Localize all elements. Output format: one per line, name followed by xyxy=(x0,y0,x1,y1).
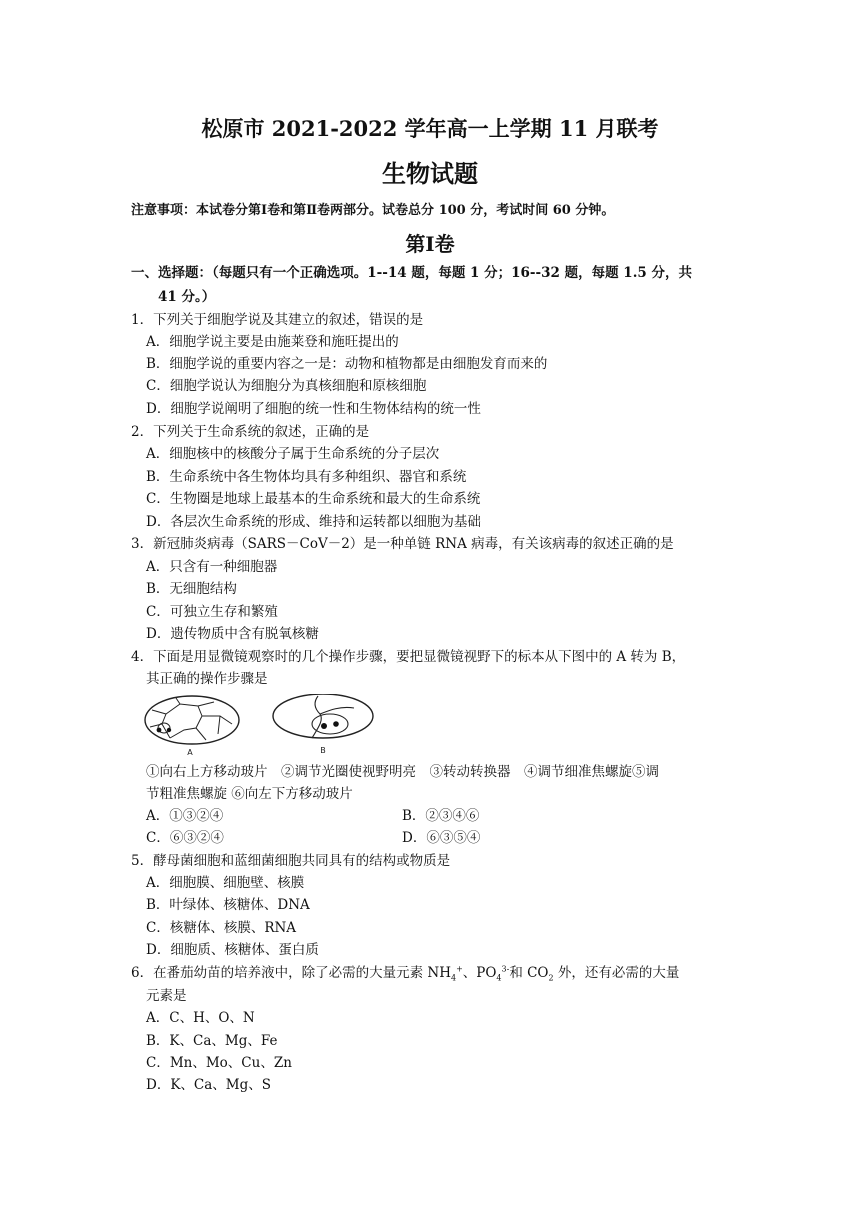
option-b: B．细胞学说的重要内容之一是：动物和植物都是由细胞发育而来的 xyxy=(146,356,548,372)
steps-line-cont: 节粗准焦螺旋 ⑥向左下方移动玻片 xyxy=(146,786,353,802)
question-stem: 1．下列关于细胞学说及其建立的叙述，错误的是 xyxy=(131,312,424,328)
field-a-label: A xyxy=(187,748,193,756)
option-b: B．无细胞结构 xyxy=(146,581,237,597)
question-stem-cont: 元素是 xyxy=(146,988,187,1004)
question-stem: 5．酵母菌细胞和蓝细菌细胞共同具有的结构或物质是 xyxy=(131,853,451,869)
field-b-diagram xyxy=(273,694,373,755)
option-d: D．遗传物质中含有脱氧核糖 xyxy=(146,626,319,642)
option-c: C．核糖体、核膜、RNA xyxy=(146,920,297,936)
option-d: D．⑥③⑤④ xyxy=(402,830,481,846)
option-a: A．C、H、O、N xyxy=(146,1010,255,1026)
option-d: D．细胞质、核糖体、蛋白质 xyxy=(146,942,319,958)
option-a: A．细胞学说主要是由施莱登和施旺提出的 xyxy=(146,334,399,350)
question-stem: 3．新冠肺炎病毒（SARS－CoV－2）是一种单链 RNA 病毒，有关该病毒的叙述正确的是 xyxy=(131,536,674,552)
exam-title: 松原市 2021-2022 学年高一上学期 11 月联考 xyxy=(201,116,659,141)
option-b: B．生命系统中各生物体均具有多种组织、器官和系统 xyxy=(146,469,467,485)
option-b: B．②③④⑥ xyxy=(402,808,480,824)
option-c: C．生物圈是地球上最基本的生命系统和最大的生命系统 xyxy=(146,491,481,507)
field-a-diagram xyxy=(145,696,239,756)
option-b: B．K、Ca、Mg、Fe xyxy=(146,1033,278,1049)
section-title: 第Ⅰ卷 xyxy=(405,232,455,256)
question-stem: 2．下列关于生命系统的叙述，正确的是 xyxy=(131,424,370,440)
question-stem-cont: 其正确的操作步骤是 xyxy=(146,671,268,687)
question-stem: 6．在番茄幼苗的培养液中，除了必需的大量元素 $NH_4^+$、$PO_4^{3-}$和 $CO_2$ 外，还有必需的大量 xyxy=(131,964,680,983)
option-a: A．细胞核中的核酸分子属于生命系统的分子层次 xyxy=(146,446,440,462)
microscope-figure xyxy=(140,694,400,756)
option-c: C．可独立生存和繁殖 xyxy=(146,604,278,620)
option-c: C．细胞学说认为细胞分为真核细胞和原核细胞 xyxy=(146,378,427,394)
steps-line: ①向右上方移动玻片 ②调节光圈使视野明亮 ③转动转换器 ④调节细准焦螺旋⑤调 xyxy=(146,764,659,780)
option-d: D．细胞学说阐明了细胞的统一性和生物体结构的统一性 xyxy=(146,401,481,417)
notice-text: 注意事项：本试卷分第Ⅰ卷和第Ⅱ卷两部分。试卷总分 100 分，考试时间 60 分钟。 xyxy=(131,203,615,218)
field-b-label: B xyxy=(320,746,326,755)
option-d: D．K、Ca、Mg、S xyxy=(146,1077,272,1093)
subject-title: 生物试题 xyxy=(382,159,478,188)
option-d: D．各层次生命系统的形成、维持和运转都以细胞为基础 xyxy=(146,514,481,530)
part-heading-cont: 41 分。） xyxy=(158,289,216,305)
part-heading: 一、选择题：（每题只有一个正确选项。1--14 题，每题 1 分；16--32 题，每题 1.5 分，共 xyxy=(131,265,692,281)
option-a: A．①③②④ xyxy=(146,808,224,824)
option-c: C．Mn、Mo、Cu、Zn xyxy=(146,1055,292,1071)
question-stem: 4．下面是用显微镜观察时的几个操作步骤，要把显微镜视野下的标本从下图中的 A 转为 B， xyxy=(131,649,686,665)
option-a: A．细胞膜、细胞壁、核膜 xyxy=(146,875,305,891)
option-b: B．叶绿体、核糖体、DNA xyxy=(146,897,310,913)
option-a: A．只含有一种细胞器 xyxy=(146,559,278,575)
option-c: C．⑥③②④ xyxy=(146,830,224,846)
